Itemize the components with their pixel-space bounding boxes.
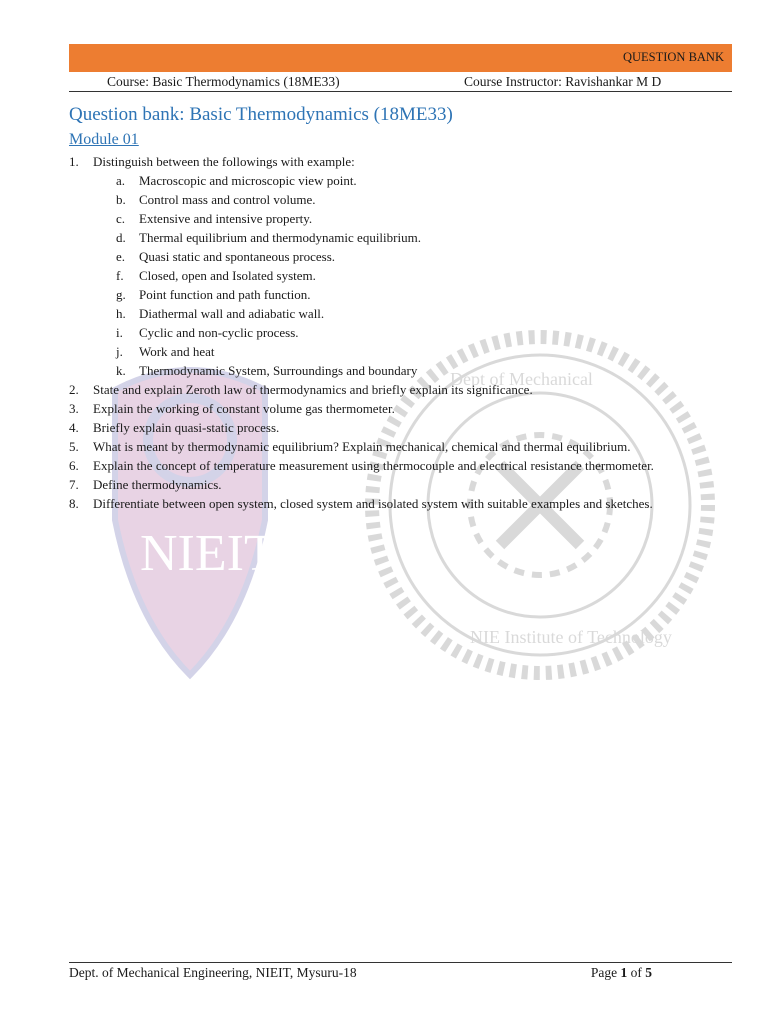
- sub-item: [69, 323, 731, 342]
- question-text: Explain the working of constant volume gas thermometer.: [93, 401, 395, 416]
- question-number: 6.: [69, 458, 79, 473]
- sub-item: [69, 209, 731, 228]
- page-total: 5: [645, 965, 652, 980]
- page-of: of: [630, 965, 642, 980]
- header-banner-text: QUESTION BANK: [622, 50, 724, 64]
- question-text: Explain the concept of temperature measurement using thermocouple and electrical resistance thermometer.: [93, 458, 654, 473]
- question-item: [69, 380, 731, 399]
- course-instructor: Course Instructor: Ravishankar M D: [464, 74, 662, 89]
- svg-text:NIE Institute of Technology: NIE Institute of Technology: [470, 627, 672, 647]
- svg-text:NIEIT: NIEIT: [140, 525, 276, 582]
- sub-letter: b.: [116, 192, 126, 207]
- question-item: [69, 399, 731, 418]
- sub-text: Work and heat: [139, 344, 215, 359]
- page-number: [591, 965, 652, 981]
- sub-text: Diathermal wall and adiabatic wall.: [139, 306, 325, 321]
- sub-letter: h.: [116, 306, 126, 321]
- sub-text: Closed, open and Isolated system.: [139, 268, 316, 283]
- sub-item: [69, 171, 731, 190]
- sub-item: [69, 342, 731, 361]
- sub-item: [69, 190, 731, 209]
- sub-letter: k.: [116, 363, 126, 378]
- footer-department: Dept. of Mechanical Engineering, NIEIT, Mysuru-18: [69, 965, 357, 980]
- question-number: 4.: [69, 420, 79, 435]
- sub-item: [69, 304, 731, 323]
- question-number: 1.: [69, 154, 79, 169]
- question-item: [69, 152, 731, 171]
- sub-letter: c.: [116, 211, 126, 226]
- sub-item: [69, 361, 731, 380]
- sub-item: [69, 266, 731, 285]
- sub-letter: j.: [116, 344, 123, 359]
- sub-text: Cyclic and non-cyclic process.: [139, 325, 299, 340]
- module-heading: Module 01: [69, 131, 139, 148]
- sub-text: Thermal equilibrium and thermodynamic equilibrium.: [139, 230, 421, 245]
- svg-text:Dept of Mechanical: Dept of Mechanical: [450, 369, 593, 389]
- question-text: Distinguish between the followings with example:: [93, 154, 355, 169]
- sub-item: [69, 285, 731, 304]
- sub-letter: a.: [116, 173, 126, 188]
- page-label: Page: [590, 965, 618, 980]
- sub-letter: e.: [116, 249, 126, 264]
- question-item: [69, 494, 731, 513]
- question-number: 2.: [69, 382, 79, 397]
- question-text: Briefly explain quasi-static process.: [93, 420, 280, 435]
- page-current: 1: [620, 965, 628, 980]
- header-banner: [69, 44, 732, 72]
- question-item: [69, 475, 731, 494]
- sub-text: Macroscopic and microscopic view point.: [139, 173, 357, 188]
- sub-text: Thermodynamic System, Surroundings and boundary: [139, 363, 418, 378]
- sub-letter: d.: [116, 230, 126, 245]
- question-number: 8.: [69, 496, 79, 511]
- question-text: Differentiate between open system, closed system and isolated system with suitable examples and sketches.: [93, 496, 653, 511]
- page-footer: [69, 962, 732, 983]
- sub-text: Extensive and intensive property.: [139, 211, 313, 226]
- question-number: 7.: [69, 477, 79, 492]
- question-text: Define thermodynamics.: [93, 477, 222, 492]
- question-item: [69, 456, 731, 475]
- course-line: [69, 73, 732, 92]
- question-text: What is meant by thermodynamic equilibrium? Explain mechanical, chemical and thermal equilibrium.: [93, 439, 631, 454]
- sub-letter: i.: [116, 325, 123, 340]
- page-title: Question bank: Basic Thermodynamics (18ME33): [69, 104, 453, 125]
- sub-text: Point function and path function.: [139, 287, 311, 302]
- question-number: 5.: [69, 439, 79, 454]
- question-text: State and explain Zeroth law of thermodynamics and briefly explain its significance.: [93, 382, 533, 397]
- course-name: Course: Basic Thermodynamics (18ME33): [107, 74, 340, 89]
- question-item: [69, 418, 731, 437]
- sub-letter: f.: [116, 268, 124, 283]
- sub-letter: g.: [116, 287, 126, 302]
- sub-item: [69, 228, 731, 247]
- sub-item: [69, 247, 731, 266]
- sub-text: Quasi static and spontaneous process.: [139, 249, 336, 264]
- sub-text: Control mass and control volume.: [139, 192, 316, 207]
- question-list: [69, 152, 731, 513]
- question-number: 3.: [69, 401, 79, 416]
- question-item: [69, 437, 731, 456]
